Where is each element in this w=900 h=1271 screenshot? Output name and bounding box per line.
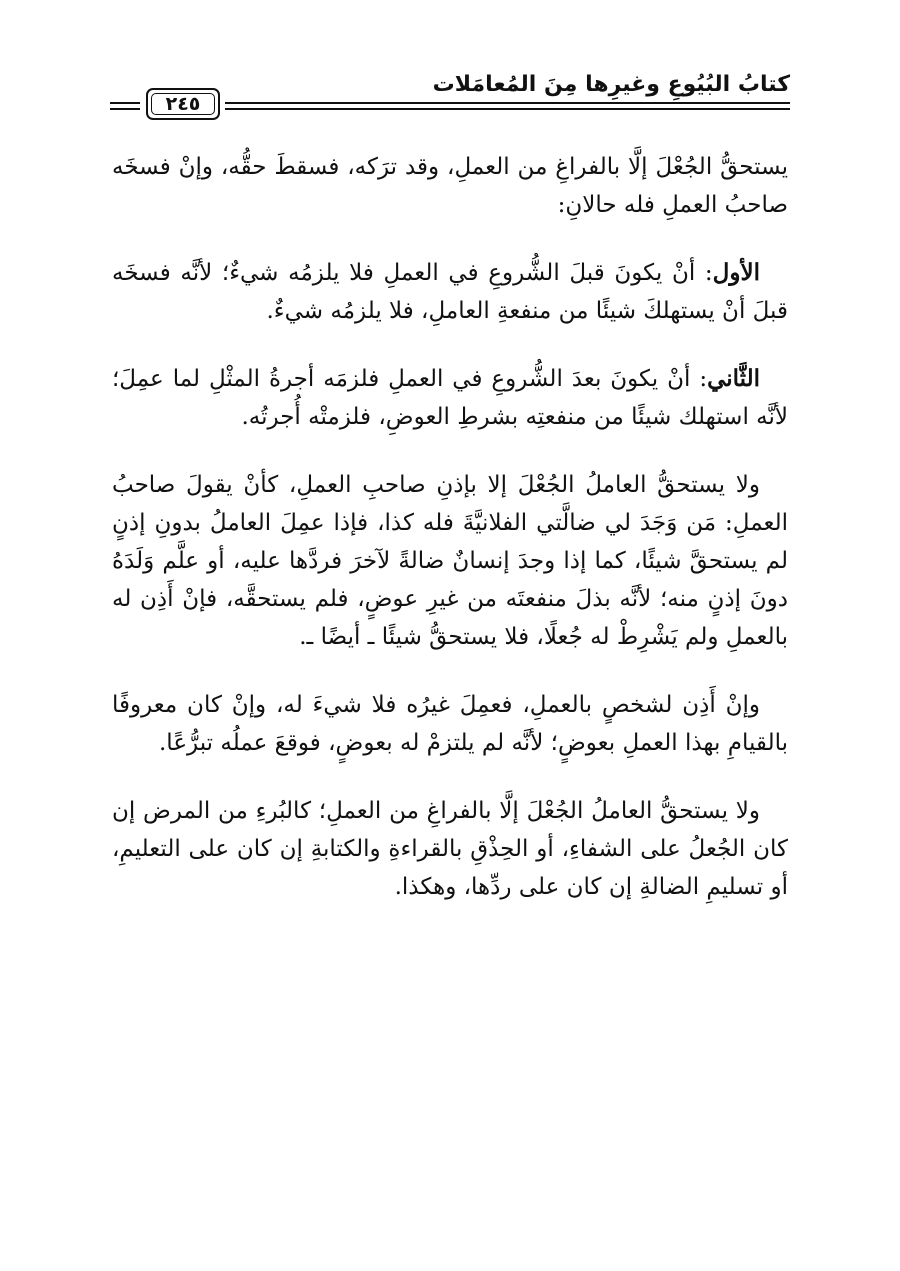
header-rule bbox=[225, 108, 790, 110]
paragraph-text: : أنْ يكونَ بعدَ الشُّروعِ في العملِ فلزمَه أجرةُ المثْلِ لما عمِلَ؛ لأنَّه استهلك شيئًا من منفعتِه بشرطِ العوضِ، فلزمتْه أُجرتُه. bbox=[112, 366, 788, 430]
paragraph-text: ولا يستحقُّ العاملُ الجُعْلَ إلَّا بالفراغِ من العملِ؛ كالبُرءِ من المرض إن كان الجُعلُ على الشفاءِ، أو الحِذْقِ بالقراءةِ والكتابةِ إن كان على التعليمِ، أو تسليمِ الضالةِ إن كان على ردِّها، وهكذا. bbox=[112, 798, 789, 900]
paragraph-lead: الثَّاني bbox=[707, 365, 760, 392]
page-header bbox=[110, 62, 790, 132]
paragraph bbox=[112, 466, 788, 656]
header-rule bbox=[110, 102, 140, 104]
running-title: كتابُ البُيُوعِ وغيرِها مِنَ المُعامَلات bbox=[432, 72, 790, 97]
paragraph bbox=[112, 360, 788, 436]
paragraph-text: وإنْ أَذِن لشخصٍ بالعملِ، فعمِلَ غيرُه فلا شيءَ له، وإنْ كان معروفًا بالقيامِ بهذا العملِ بعوضٍ؛ لأنَّه لم يلتزمْ له بعوضٍ، فوقعَ عملُه تبرُّعًا. bbox=[112, 692, 788, 756]
header-rule bbox=[225, 102, 790, 104]
paragraph-text: يستحقُّ الجُعْلَ إلَّا بالفراغِ من العملِ، وقد ترَكه، فسقطَ حقُّه، وإنْ فسخَه صاحبُ العملِ فله حالانِ: bbox=[112, 154, 788, 218]
paragraph bbox=[112, 792, 788, 906]
paragraph bbox=[112, 254, 788, 330]
paragraph-text: : أنْ يكونَ قبلَ الشُّروعِ في العملِ فلا يلزمُه شيءٌ؛ لأنَّه فسخَه قبلَ أنْ يستهلكَ شيئًا من منفعةِ العاملِ، فلا يلزمُه شيءٌ. bbox=[112, 260, 788, 324]
paragraph-lead: الأول bbox=[712, 259, 760, 286]
page-body bbox=[112, 148, 788, 936]
paragraph bbox=[112, 148, 788, 224]
header-rule bbox=[110, 108, 140, 110]
paragraph bbox=[112, 686, 788, 762]
paragraph-text: ولا يستحقُّ العاملُ الجُعْلَ إلا بإذنِ صاحبِ العملِ، كأنْ يقولَ صاحبُ العملِ: مَن وَجَدَ لي ضالَّتي الفلانيَّةَ فله كذا، فإذا عمِلَ العاملُ بدونِ إذنٍ لم يستحقَّ شيئًا، كما إذا وجدَ إنسانٌ ضالةً لآخرَ فردَّها عليه، أو علَّم وَلَدَهُ دونَ إذنٍ منه؛ لأنَّه بذلَ منفعتَه من غيرِ عوضٍ، فلم يستحقَّه، فإنْ أَذِن له بالعملِ ولم يَشْرِطْ له جُعلًا، فلا يستحقُّ شيئًا ـ أيضًا ـ. bbox=[112, 472, 788, 650]
page-number: ٢٤٥ bbox=[146, 88, 220, 120]
